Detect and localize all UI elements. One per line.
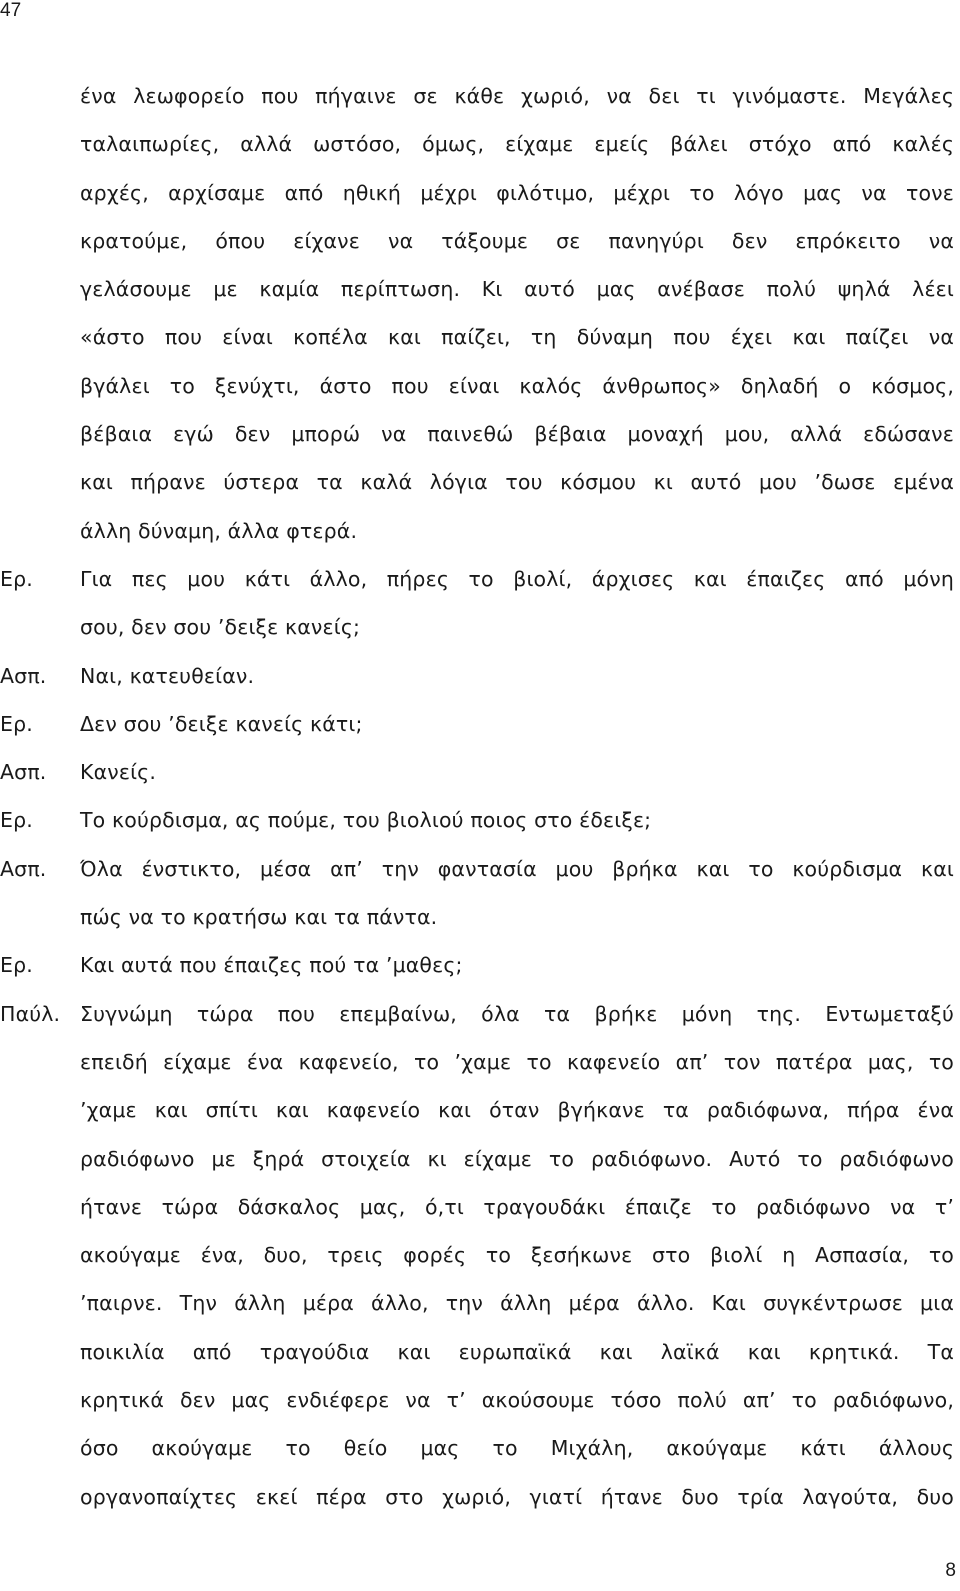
transcript-line bbox=[0, 555, 958, 603]
line-text: οργανοπαίχτες εκεί πέρα στο χωριό, γιατί ήτανε δυο τρία λαγούτα, δυο bbox=[80, 1484, 954, 1509]
line-text: ’παιρνε. Την άλλη μέρα άλλο, την άλλη μέρα άλλο. Και συγκέντρωσε μια bbox=[80, 1291, 954, 1316]
line-text: ’χαμε και σπίτι και καφενείο και όταν βγήκανε τα ραδιόφωνα, πήρα ένα bbox=[80, 1098, 954, 1123]
line-text: και πήρανε ύστερα τα καλά λόγια του κόσμου κι αυτό μου ’δωσε εμένα bbox=[80, 470, 954, 495]
transcript-line bbox=[0, 507, 958, 555]
line-text: κρητικά δεν μας ενδιέφερε να τ’ ακούσουμε τόσο πολύ απ’ το ραδιόφωνο, bbox=[80, 1388, 954, 1413]
line-text: ακούγαμε ένα, δυο, τρεις φορές το ξεσήκωνε στο βιολί η Ασπασία, το bbox=[80, 1243, 954, 1268]
transcript-line bbox=[0, 1279, 958, 1327]
line-text: πώς να το κρατήσω και τα πάντα. bbox=[80, 905, 438, 930]
line-text: όσο ακούγαμε το θείο μας το Μιχάλη, ακούγαμε κάτι άλλους bbox=[80, 1436, 954, 1461]
page-number-bottom: 8 bbox=[945, 1560, 956, 1581]
line-text: Δεν σου ’δειξε κανείς κάτι; bbox=[80, 711, 363, 736]
line-text: άλλη δύναμη, άλλα φτερά. bbox=[80, 518, 358, 543]
transcript-line bbox=[0, 845, 958, 893]
line-text: Συγνώμη τώρα που επεμβαίνω, όλα τα βρήκε μόνη της. Εντωμεταξύ bbox=[80, 1001, 954, 1026]
transcript-line bbox=[0, 313, 958, 361]
line-text: σου, δεν σου ’δειξε κανείς; bbox=[80, 615, 361, 640]
transcript-line bbox=[0, 652, 958, 700]
transcript-line bbox=[0, 1424, 958, 1472]
transcript-line bbox=[0, 796, 958, 844]
transcript-line bbox=[0, 1038, 958, 1086]
line-text: βέβαια εγώ δεν μπορώ να παινεθώ βέβαια μοναχή μου, αλλά εδώσανε bbox=[80, 422, 954, 447]
transcript-line bbox=[0, 169, 958, 217]
transcript-line bbox=[0, 748, 958, 796]
transcript-line bbox=[0, 941, 958, 989]
line-text: ταλαιπωρίες, αλλά ωστόσο, όμως, είχαμε εμείς βάλει στόχο από καλές bbox=[80, 132, 954, 157]
transcript-line bbox=[0, 1376, 958, 1424]
transcript-line bbox=[0, 410, 958, 458]
transcript-line bbox=[0, 700, 958, 748]
line-text: Και αυτά που έπαιζες πού τα ’μαθες; bbox=[80, 953, 463, 978]
line-text: κρατούμε, όπου είχανε να τάξουμε σε πανηγύρι δεν επρόκειτο να bbox=[80, 228, 954, 253]
speaker-label: Ασπ. bbox=[0, 760, 47, 785]
transcript-body bbox=[0, 72, 958, 1521]
transcript-line bbox=[0, 1183, 958, 1231]
page-number-top: 47 bbox=[0, 0, 22, 21]
speaker-label: Ερ. bbox=[0, 711, 33, 736]
speaker-label: Ερ. bbox=[0, 953, 33, 978]
transcript-line bbox=[0, 1135, 958, 1183]
transcript-line bbox=[0, 362, 958, 410]
line-text: ποικιλία από τραγούδια και ευρωπαϊκά και λαϊκά και κρητικά. Τα bbox=[80, 1339, 954, 1364]
transcript-line bbox=[0, 265, 958, 313]
transcript-line bbox=[0, 72, 958, 120]
transcript-line bbox=[0, 217, 958, 265]
speaker-label: Ερ. bbox=[0, 566, 33, 591]
line-text: αρχές, αρχίσαμε από ηθική μέχρι φιλότιμο, μέχρι το λόγο μας να τονε bbox=[80, 180, 954, 205]
line-text: ραδιόφωνο με ξηρά στοιχεία κι είχαμε το ραδιόφωνο. Αυτό το ραδιόφωνο bbox=[80, 1146, 954, 1171]
speaker-label: Ασπ. bbox=[0, 663, 47, 688]
speaker-label: Ασπ. bbox=[0, 856, 47, 881]
transcript-line bbox=[0, 120, 958, 168]
line-text: βγάλει το ξενύχτι, άστο που είναι καλός άνθρωπος» δηλαδή ο κόσμος, bbox=[80, 373, 954, 398]
line-text: Όλα ένστικτο, μέσα απ’ την φαντασία μου βρήκα και το κούρδισμα και bbox=[80, 856, 954, 881]
line-text: «άστο που είναι κοπέλα και παίζει, τη δύναμη που έχει και παίζει να bbox=[80, 325, 954, 350]
transcript-line bbox=[0, 603, 958, 651]
line-text: ήτανε τώρα δάσκαλος μας, ό,τι τραγουδάκι έπαιζε το ραδιόφωνο να τ’ bbox=[80, 1194, 954, 1219]
transcript-line bbox=[0, 1328, 958, 1376]
line-text: γελάσουμε με καμία περίπτωση. Κι αυτό μας ανέβασε πολύ ψηλά λέει bbox=[80, 277, 954, 302]
transcript-line bbox=[0, 1231, 958, 1279]
transcript-line bbox=[0, 893, 958, 941]
line-text: Το κούρδισμα, ας πούμε, του βιολιού ποιος στο έδειξε; bbox=[80, 808, 652, 833]
transcript-line bbox=[0, 458, 958, 506]
line-text: ένα λεωφορείο που πήγαινε σε κάθε χωριό, να δει τι γινόμαστε. Μεγάλες bbox=[80, 84, 954, 108]
line-text: Για πες μου κάτι άλλο, πήρες το βιολί, άρχισες και έπαιζες από μόνη bbox=[80, 566, 954, 591]
speaker-label: Ερ. bbox=[0, 808, 33, 833]
speaker-label: Παύλ. bbox=[0, 1001, 61, 1026]
transcript-line bbox=[0, 1473, 958, 1521]
transcript-line bbox=[0, 1086, 958, 1134]
transcript-line bbox=[0, 990, 958, 1038]
line-text: επειδή είχαμε ένα καφενείο, το ’χαμε το καφενείο απ’ τον πατέρα μας, το bbox=[80, 1049, 954, 1074]
line-text: Κανείς. bbox=[80, 760, 157, 785]
line-text: Ναι, κατευθείαν. bbox=[80, 663, 255, 688]
